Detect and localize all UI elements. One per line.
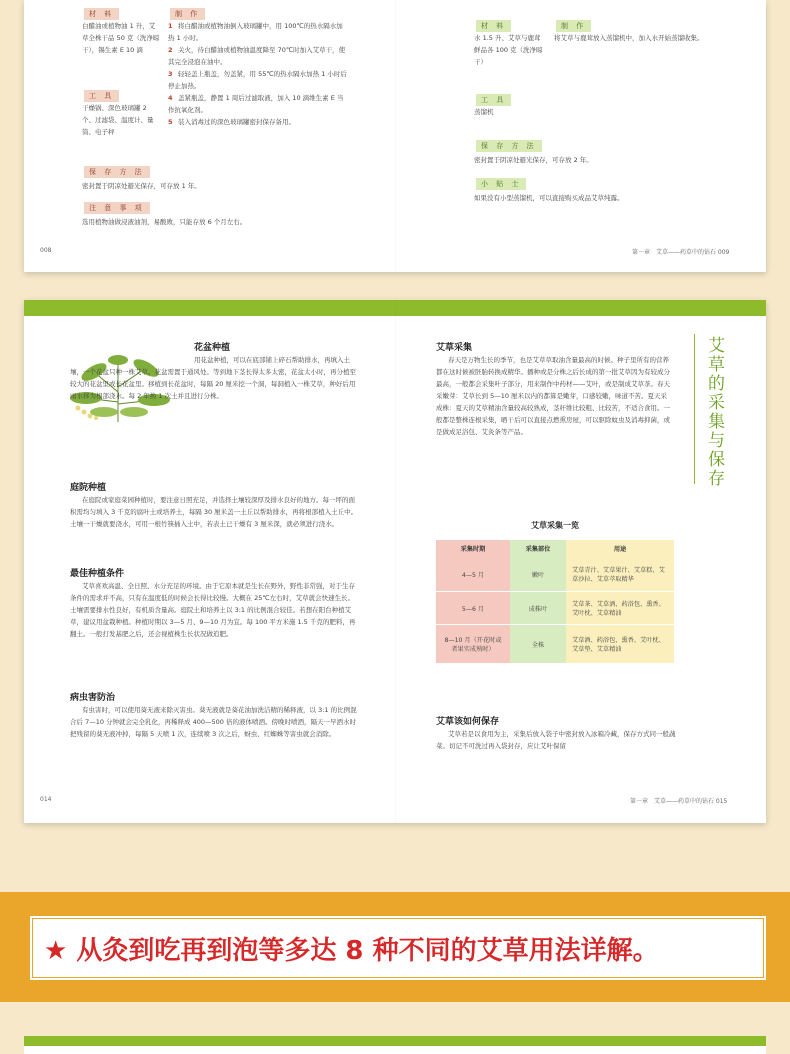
banner-text: 从灸到吃再到泡等多达 8 种不同的艾草用法详解。 [76,936,659,966]
cell-part: 嫩叶 [510,557,566,592]
page-number-left: 014 [40,796,52,803]
conditions-text: 艾草喜欢高温、全日照、水分充足的环境。由于它原本就是生长在野外，野性非常强，对于生存条件的需求并不高，只有在温度低的时候会长得比较慢。大概在 25℃左右时，艾草就会快速生长。土壤需要排水性良好，有机质含量高。庭院土和培养土以 3:1 的比例混合较佳。若想在阳台种植艾草，建议用盆栽种植。种植时期以 3—5 月、9—10 月为宜。每 100 平方米施 1.5 千克的肥料，再翻土。一般打发基肥之后，还会视植株生长状况做追肥。 [70,582,356,638]
garden-heading: 庭院种植 [70,483,107,493]
cell-use: 艾草茶、艾草酒、药浴包、熏香、艾叶枕、艾草精油 [566,592,674,625]
method-text-right: 将艾草与鹿茸放入蒸馏机中，加入水开始蒸馏收集。 [554,34,704,42]
potted-text: 用花盆种植，可以在底部铺上碎石帮助排水，再填入土壤，一个花盆只种一株艾草。花盆需置于通风处。等到地下茎长得太多太密，花盆太小时，再分植至较大的花盆里或长花盆里。移植到长花盆时，每隔 20 厘米挖一个洞，每洞植入一株艾草，种好后用雨水移为根部浇水。每 2 年换 1 次土并且进行分株。 [70,356,356,400]
tools-tag: 工 具 [84,90,119,102]
method-tag: 制 作 [170,8,205,20]
spine-shadow [395,0,396,272]
tools-tag-right: 工 具 [476,94,511,106]
book-spread-middle [24,300,766,823]
materials-text-right: 水 1.5 升、艾草与鹿茸鲜品各 100 克（洗净晾干） [474,34,543,66]
banner-headline [44,930,659,967]
harvest-heading: 艾草采集 [436,343,473,353]
cell-part: 成株叶 [510,592,566,625]
book-spread-bottom [24,1036,766,1054]
pest-heading: 病虫害防治 [70,693,116,703]
cell-period: 5—6 月 [436,592,510,625]
conditions-heading: 最佳种植条件 [70,569,125,579]
storage-tag: 保 存 方 法 [84,166,150,178]
cell-period: 4—5 月 [436,557,510,592]
materials-text: 白醋油或植物油 1 升，艾草全株干品 50 克（洗净晾干），锡生素 E 10 滴 [82,22,160,54]
method-steps [168,20,348,128]
tips-text: 如果没有小型蒸馏机，可以直接购买成品艾草纯露。 [474,194,624,202]
tools-text: 干燥锅、深色玻璃罐 2 个、过滤袋、温度计、量筒、电子秤 [82,104,154,136]
pest-text: 有虫害时，可以使用葵无液来除灭害虫。葵无液就是葵花油加洗洁精的稀释液，以 3:1 的比例混合后 7—10 分钟就会完全乳化，再稀释成 400—500 倍的液体喷洒。傍晚时喷洒，隔天一早洒水时把残留的葵无液冲掉，每隔 5 天喷 1 次，连续喷 3 次之后，蚜虫、红蜘蛛等害虫就会消除。 [70,706,357,738]
cell-period: 8—10 月（开花时或者果实成熟时） [436,625,510,664]
step-2: 2 关火，待白醋油或植物油温度降至 70℃时加入艾草干，使其完全浸泡在油中。 [168,46,346,66]
materials-tag-right: 材 料 [476,20,511,32]
storage-text: 密封置于阴凉处避光保存，可存放 1 年。 [82,182,201,190]
step-1: 1 将白醋油或植物油倒入玻璃罐中，用 100℃的热水隔水加热 1 小时。 [168,22,343,42]
step-3: 3 轻轻盖上瓶盖，勿盖紧，用 55℃的热水隔水加热 1 小时后停止加热。 [168,70,347,90]
table-row [436,557,674,592]
notes-tag: 注 意 事 项 [84,202,150,214]
storage-text-right: 密封置于阴凉处避光保存，可存放 2 年。 [474,156,593,164]
table-row [436,625,674,664]
cell-use: 艾草青汁、艾草果汁、艾草糕、艾草沙拉、艾草萃取精华 [566,557,674,592]
cell-use: 艾草酒、药浴包、熏香、艾叶枕、艾草垫、艾草精油 [566,625,674,664]
feature-banner [0,892,790,1002]
tips-tag: 小 贴 士 [476,178,526,190]
storage-text-harvest: 艾草若是以食用为主，采集后放入袋子中密封放入冰箱冷藏，保存方式同一般蔬菜。切记不可洗过再入袋封存，应让艾叶保留 [436,730,676,750]
garden-text: 在庭院或家庭菜园种植时，要注意日照充足，并选择土壤较深厚及排水良好的地方。每一坪的面积需均匀填入 3 千克的腐叶土或培养土，每隔 30 厘米盖一土丘以帮助排水，再将根部植入土丘中。土壤一干燥就要浇水，可用一根竹筷插入土中，若表土已干燥有 3 厘米深，就必须进行浇水。 [70,496,358,528]
storage-tag-right: 保 存 方 法 [476,140,542,152]
potted-heading: 花盆种植 [194,343,231,353]
storage-heading: 艾草该如何保存 [436,717,500,727]
green-top-bar [24,1036,766,1046]
tools-text-right: 蒸馏机 [474,108,494,116]
star-icon: ★ [44,936,68,966]
book-spread-top [24,0,766,272]
banner-frame [28,914,768,982]
spine-shadow [395,300,396,823]
table-title: 艾草采集一览 [531,521,579,530]
header-use: 用途 [566,540,674,557]
harvest-table [436,540,674,664]
harvest-text: 春天是万物生长的季节，也是艾草草取油含量最高的时候。种子里所有的营养都在这时候被胚胎转换成精华。播种或是分株之后长成的第一批艾草因为有较成分最高，一般都会采集叶子部分，用来制作中药材——艾叶，或是制成艾草茶。春天采嫩芽：艾草长到 5—10 厘米以内的都算是嫩芽，口感较嫩，味道不苦。夏天采成株：夏天的艾草精油含量较高较熟成，茎秆维比较粗、比较苦，不适合食用。一般都是整株连根采集，晒干后可以直接点燃熏房屋，可以驱除蚊虫及消毒抑菌，或是做成足浴包、艾灸条等产品。 [436,356,670,436]
header-period: 采集时期 [436,540,510,557]
header-part: 采集部位 [510,540,566,557]
page-footer-right: 第一章 艾草——药草中的钻石 015 [630,798,728,805]
step-4: 4 盖紧瓶盖，静置 1 周后过滤取液，加入 10 滴维生素 E 当作抗氧化剂。 [168,94,344,114]
page-number-left: 008 [40,247,52,254]
table-header-row [436,540,674,557]
table-row [436,592,674,625]
side-title-rule [694,334,695,484]
chapter-side-title: 艾草的采集与保存 [704,336,724,488]
method-tag-right: 制 作 [556,20,591,32]
cell-part: 全株 [510,625,566,664]
step-5: 5 装入消毒过的深色玻璃罐密封保存备用。 [168,118,295,126]
notes-text: 选用植物油做浸液油剂，易酸败，只能存放 6 个月左右。 [82,218,247,226]
materials-tag: 材 料 [84,8,119,20]
page-footer-right: 第一章 艾草——药草中的钻石 009 [632,249,730,256]
